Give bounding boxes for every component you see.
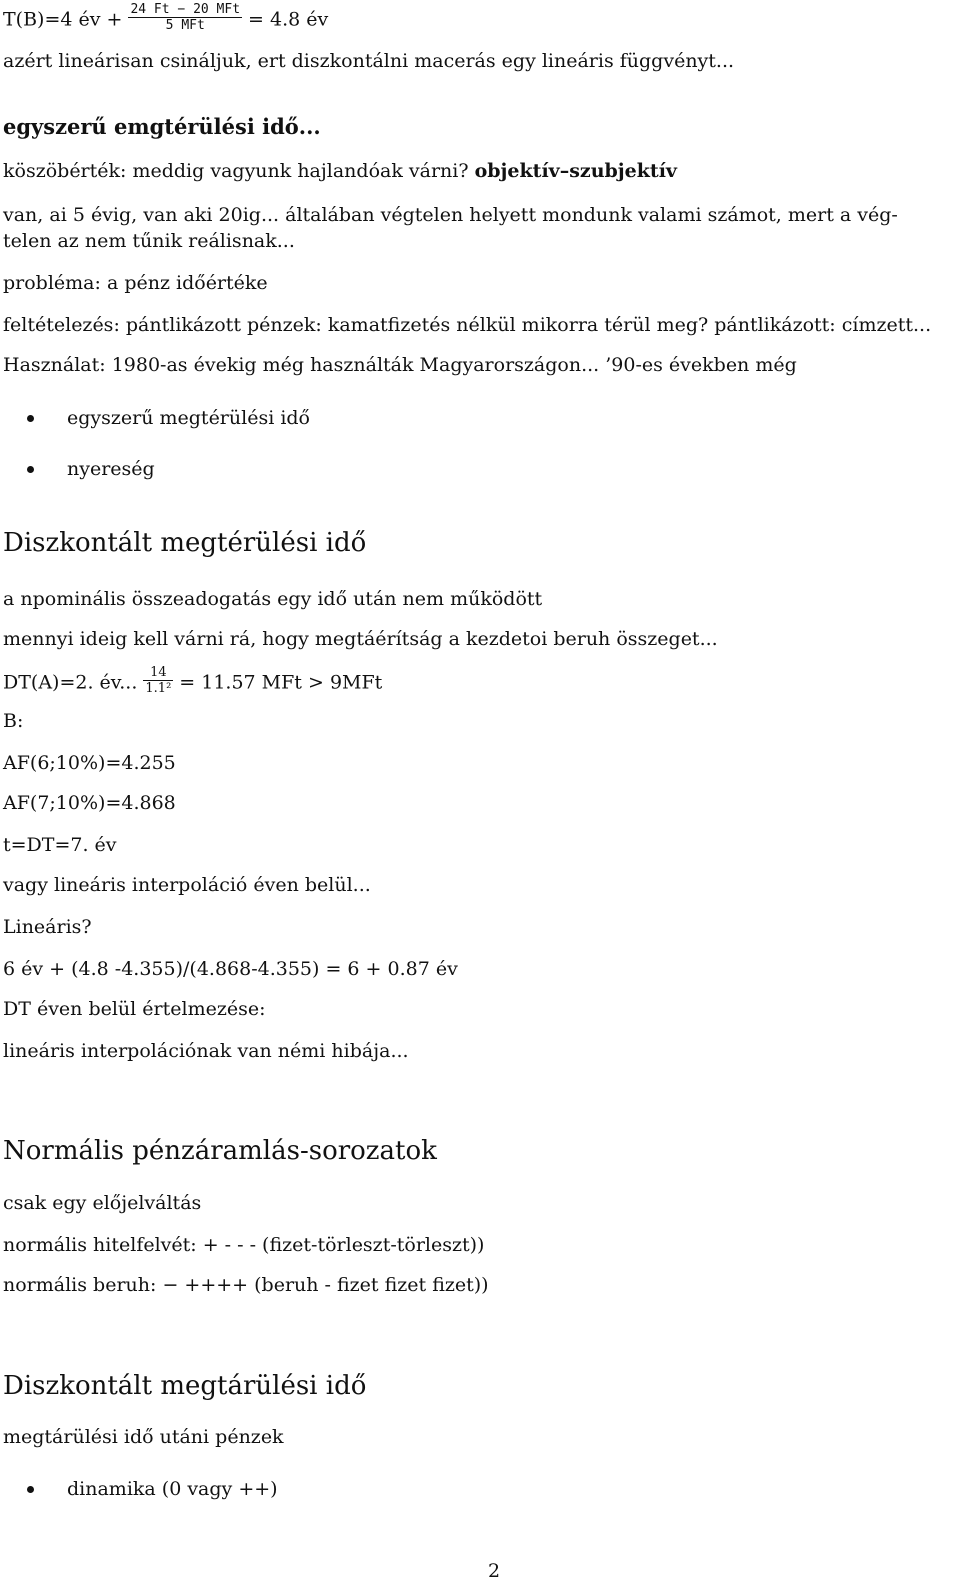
threshold-text: köszöbérték: meddig vagyunk hajlandóak várni? bbox=[3, 160, 469, 182]
text-line: B: bbox=[3, 710, 24, 732]
text-line: Használat: 1980-as évekig még használták Magyarországon... ’90-es években még bbox=[3, 354, 797, 376]
text-line: normális hitelfelvét: + - - - (fizet-törleszt-törleszt)) bbox=[3, 1234, 485, 1256]
bullet-dot bbox=[27, 1486, 34, 1493]
bullet-dot bbox=[27, 415, 34, 422]
bullet-dot bbox=[27, 466, 34, 473]
text-line: vagy lineáris interpoláció éven belül... bbox=[3, 874, 371, 896]
fraction-numerator: 14 bbox=[143, 665, 173, 681]
text-line: megtárülési idő utáni pénzek bbox=[3, 1426, 284, 1448]
threshold-bold: objektív–szubjektív bbox=[474, 160, 677, 182]
bold-heading-line: egyszerű emgtérülési idő... bbox=[3, 114, 321, 139]
text-line: csak egy előjelváltás bbox=[3, 1192, 202, 1214]
page-number: 2 bbox=[488, 1560, 501, 1582]
formula-tb bbox=[3, 2, 329, 36]
text-line: 6 év + (4.8 -4.355)/(4.868-4.355) = 6 + 0.87 év bbox=[3, 958, 458, 980]
list-item: egyszerű megtérülési idő bbox=[67, 407, 310, 429]
text-line: feltételezés: pántlikázott pénzek: kamatfizetés nélkül mikorra térül meg? pántlikázott: címzett... bbox=[3, 314, 932, 336]
fraction-denominator: 5 MFt bbox=[165, 18, 205, 33]
section-heading: Diszkontált megtárülési idő bbox=[3, 1371, 367, 1401]
section-heading: Normális pénzáramlás-sorozatok bbox=[3, 1136, 437, 1166]
text-line: van, ai 5 évig, van aki 20ig... általában végtelen helyett mondunk valami számot, mert a vég- bbox=[3, 204, 898, 226]
text-line: t=DT=7. év bbox=[3, 834, 117, 856]
formula-dta bbox=[3, 665, 383, 699]
formula-dta-pre: DT(A)=2. év... bbox=[3, 671, 138, 694]
text-line: AF(7;10%)=4.868 bbox=[3, 792, 176, 814]
formula-dta-fraction bbox=[143, 665, 173, 696]
formula-tb-post: = 4.8 év bbox=[248, 8, 329, 31]
text-line: mennyi ideig kell várni rá, hogy megtáérítság a kezdetoi beruh összeget... bbox=[3, 628, 718, 650]
text-line: probléma: a pénz időértéke bbox=[3, 272, 268, 294]
formula-dta-post: = 11.57 MFt > 9MFt bbox=[179, 671, 383, 694]
text-line: normális beruh: − ++++ (beruh - fizet fizet fizet)) bbox=[3, 1274, 489, 1296]
text-line: DT éven belül értelmezése: bbox=[3, 998, 266, 1020]
text-line: azért lineárisan csináljuk, ert diszkontálni macerás egy lineáris függvényt... bbox=[3, 50, 735, 72]
text-line bbox=[3, 160, 677, 182]
text-line: a npominális összeadogatás egy idő után nem működött bbox=[3, 588, 543, 610]
list-item: nyereség bbox=[67, 458, 155, 480]
text-line: telen az nem tűnik reálisnak... bbox=[3, 230, 295, 252]
text-line: Lineáris? bbox=[3, 916, 92, 938]
section-heading: Diszkontált megtérülési idő bbox=[3, 528, 367, 558]
fraction-numerator: 24 Ft − 20 MFt bbox=[130, 2, 241, 17]
fraction-denominator: 1.1² bbox=[145, 681, 172, 696]
formula-tb-pre: T(B)=4 év + bbox=[3, 8, 123, 31]
list-item: dinamika (0 vagy ++) bbox=[67, 1478, 278, 1500]
formula-tb-fraction bbox=[128, 2, 242, 33]
text-line: AF(6;10%)=4.255 bbox=[3, 752, 176, 774]
text-line: lineáris interpolációnak van némi hibája... bbox=[3, 1040, 409, 1062]
